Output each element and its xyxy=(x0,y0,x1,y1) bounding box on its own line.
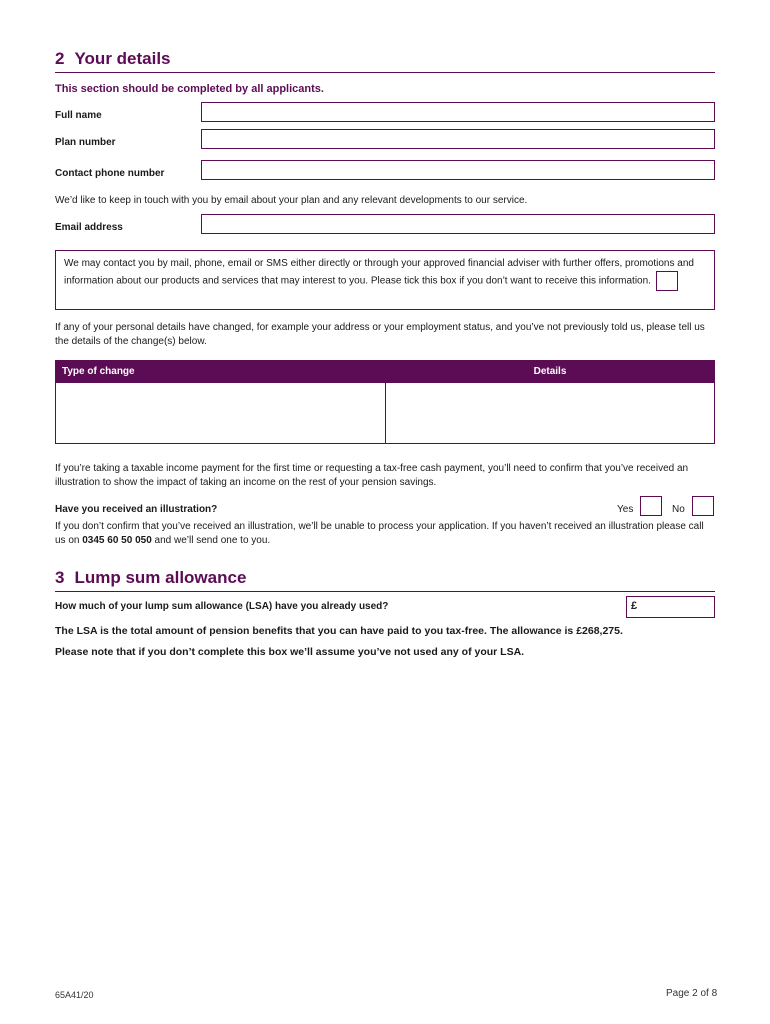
lsa-note: Please note that if you don’t complete this box we’ll assume you’ve not used any of your LSA. xyxy=(55,646,525,658)
full-name-field[interactable] xyxy=(201,102,715,122)
lsa-question: How much of your lump sum allowance (LSA) have you already used? xyxy=(55,601,389,612)
page-number: Page 2 of 8 xyxy=(666,988,718,999)
keep-in-touch-text: We’d like to keep in touch with you by email about your plan and any relevant developments to our service. xyxy=(55,195,528,206)
currency-symbol: £ xyxy=(631,600,638,612)
details-cell[interactable] xyxy=(386,383,714,443)
changes-table xyxy=(55,360,715,444)
income-payment-text: If you’re taking a taxable income payment for the first time or requesting a tax-free cash payment, you’ll need to confirm that you’ve received an illustration to show the impact of taking an income on the rest of your pension savings. xyxy=(55,463,689,488)
section-title-text: Your details xyxy=(74,49,171,68)
full-name-label: Full name xyxy=(55,110,102,121)
lsa-info: The LSA is the total amount of pension benefits that you can have paid to you tax-free. The allowance is £268,275. xyxy=(55,625,623,637)
yes-label: Yes xyxy=(617,504,634,515)
details-changed-text: If any of your personal details have changed, for example your address or your employment status, and you’ve not previously told us, please tell us the details of the change(s) below. xyxy=(55,322,705,347)
section-divider xyxy=(55,591,715,592)
marketing-text xyxy=(64,257,704,291)
type-of-change-cell[interactable] xyxy=(56,383,385,443)
contact-phone-number: 0345 60 50 050 xyxy=(82,535,152,546)
unable-text-part-2: and we’ll send one to you. xyxy=(154,535,271,546)
marketing-consent-box xyxy=(55,250,715,310)
phone-field[interactable] xyxy=(201,160,715,180)
unable-text-part-1: If you don’t confirm that you’ve received an illustration, we’ll be unable to process your application. If you haven’t received an illustration please call us on xyxy=(55,521,704,546)
unable-to-process-text xyxy=(55,520,715,548)
illustration-question: Have you received an illustration? xyxy=(55,504,218,515)
table-header-details: Details xyxy=(386,361,714,383)
form-code: 65A41/20 xyxy=(55,990,94,1000)
section-2-title xyxy=(55,49,171,69)
section-title-text: Lump sum allowance xyxy=(74,568,247,587)
section-intro: This section should be completed by all applicants. xyxy=(55,83,324,95)
marketing-opt-out-checkbox[interactable] xyxy=(656,271,678,291)
email-field[interactable] xyxy=(201,214,715,234)
section-3-title xyxy=(55,568,246,588)
plan-number-label: Plan number xyxy=(55,137,116,148)
no-label: No xyxy=(672,504,685,515)
plan-number-field[interactable] xyxy=(201,129,715,149)
table-header-type: Type of change xyxy=(56,361,385,383)
section-number: 2 xyxy=(55,49,65,68)
illustration-yes-checkbox[interactable] xyxy=(640,496,662,516)
marketing-text-body: We may contact you by mail, phone, email or SMS either directly or through your approved financial adviser with further offers, promotions and information about our products and services that may interest to you. Please tick this box if you don’t want to receive this information. xyxy=(64,258,694,287)
email-label: Email address xyxy=(55,222,123,233)
illustration-no-checkbox[interactable] xyxy=(692,496,714,516)
lsa-amount-field[interactable] xyxy=(626,596,715,618)
section-number: 3 xyxy=(55,568,65,587)
section-divider xyxy=(55,72,715,73)
phone-label: Contact phone number xyxy=(55,168,165,179)
